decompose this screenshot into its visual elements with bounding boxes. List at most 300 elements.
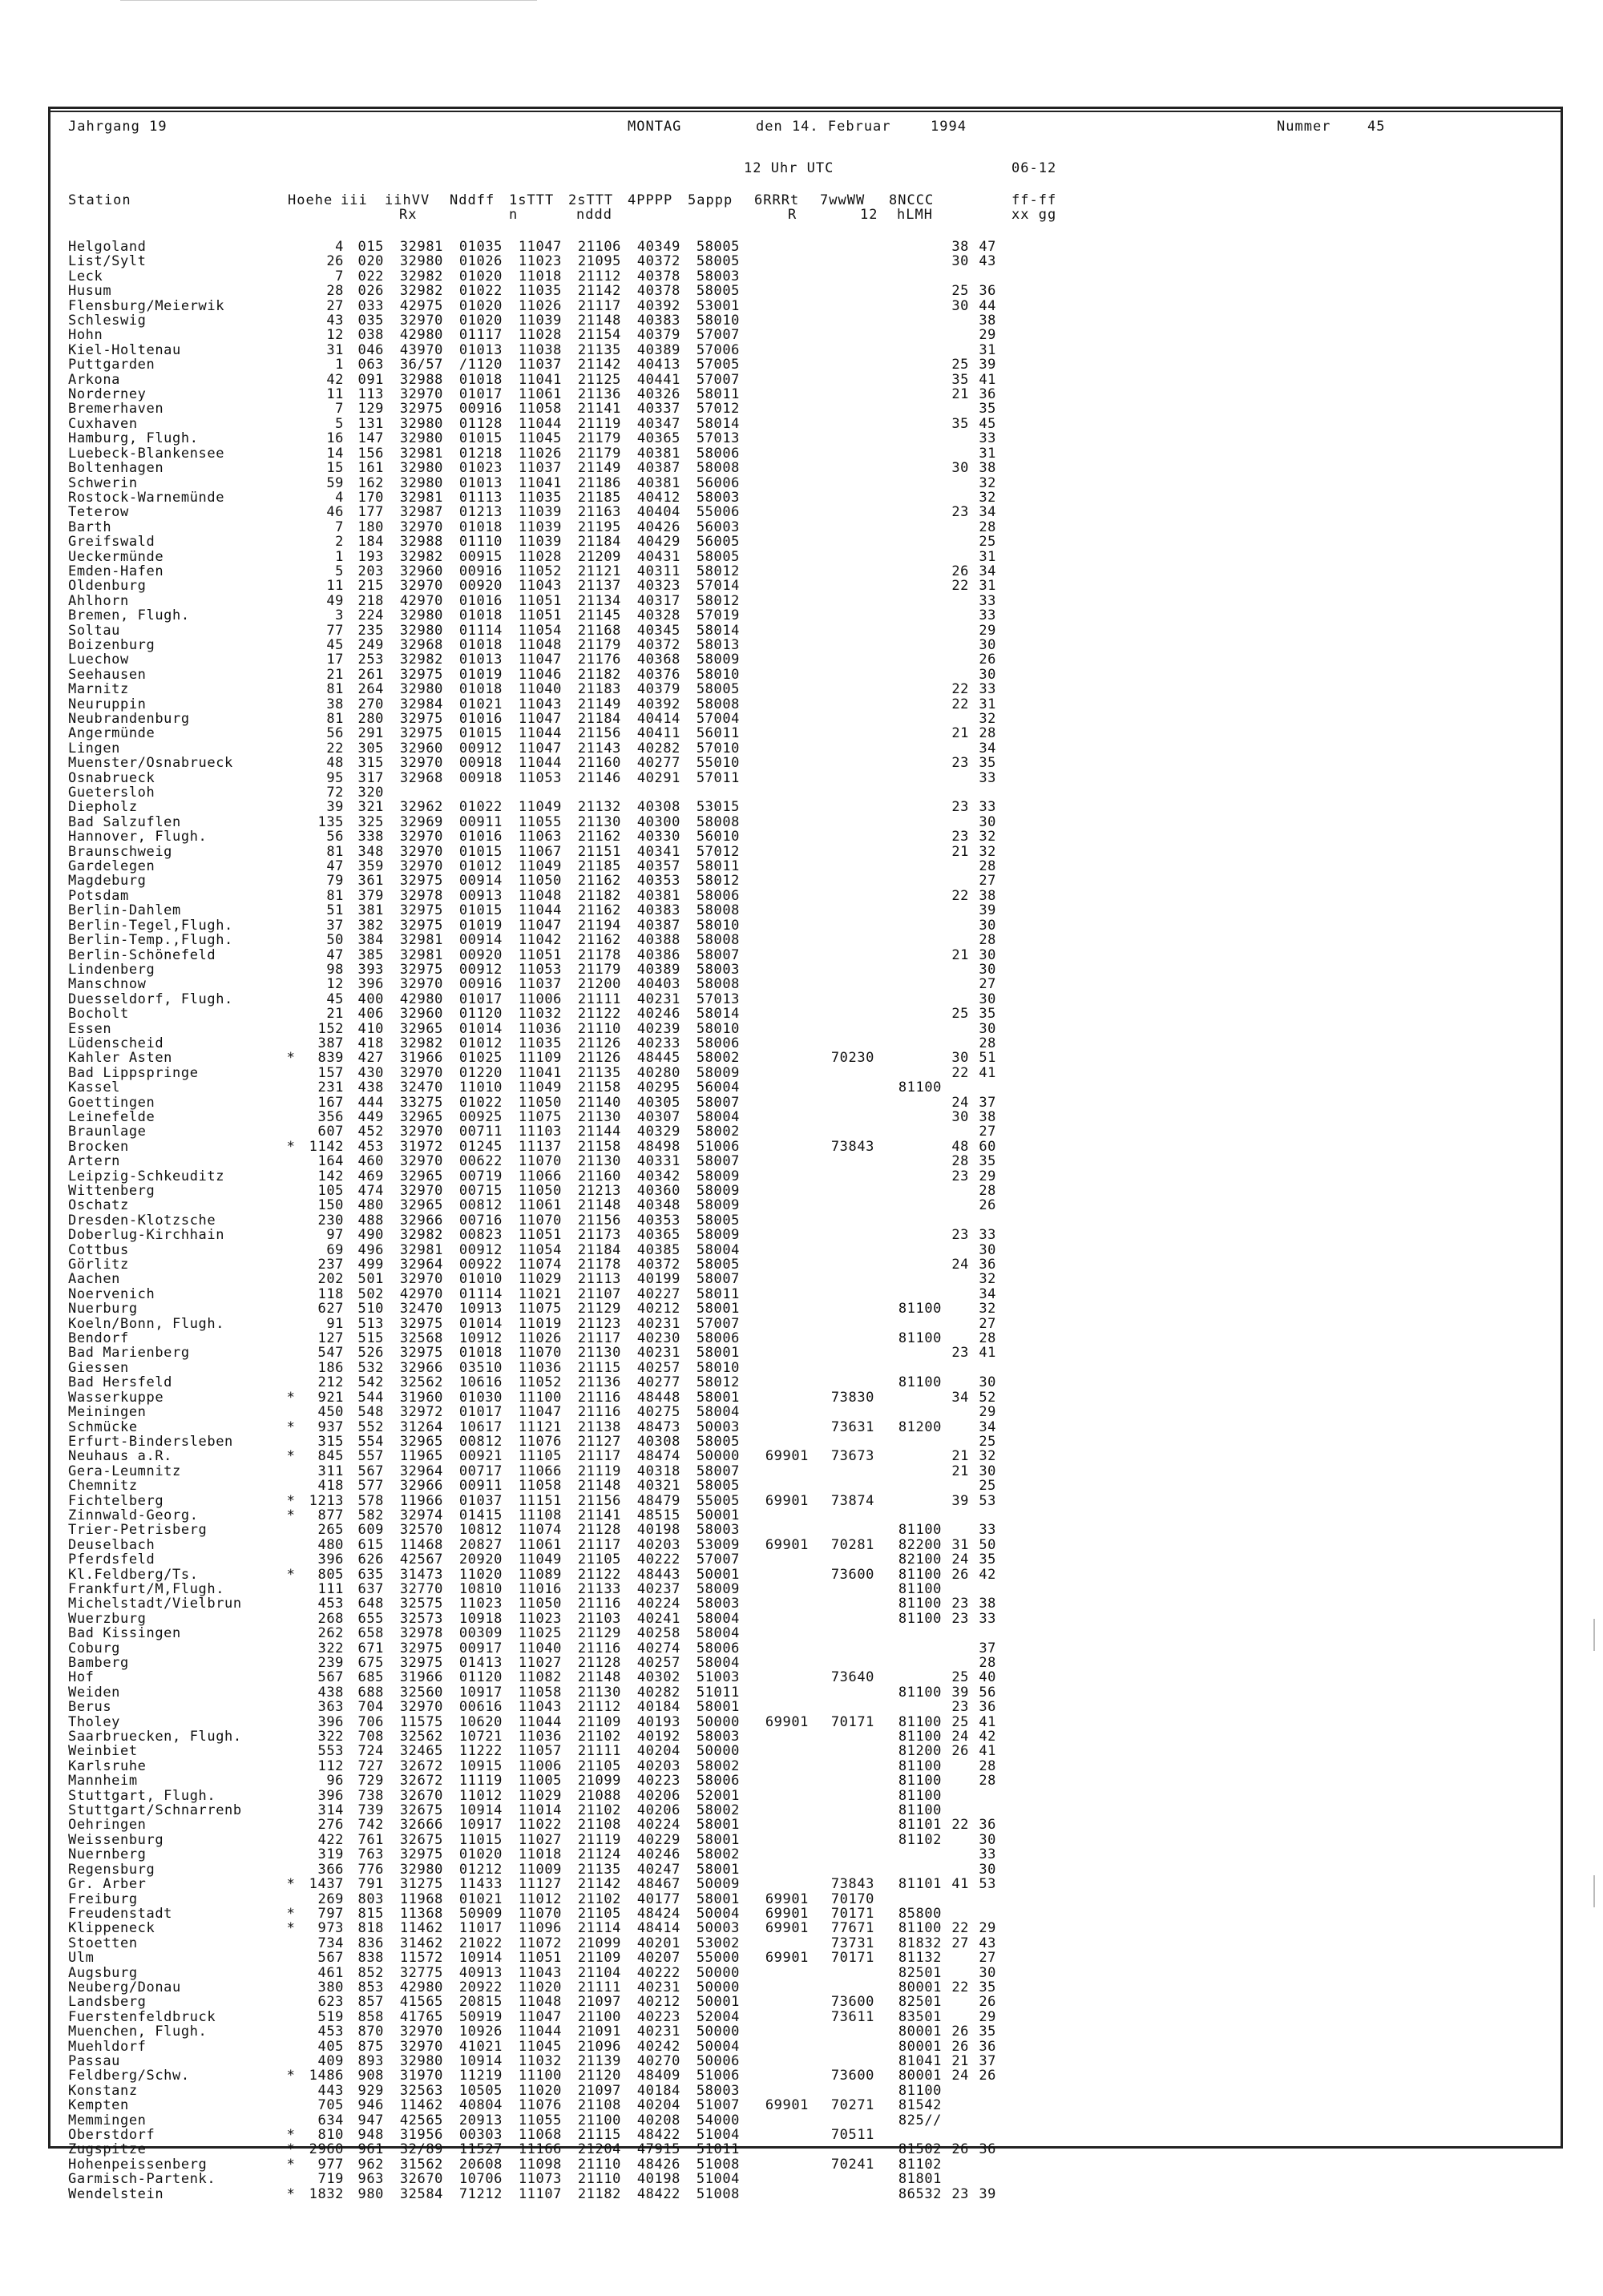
col-6rrrt: 6RRRt (754, 192, 800, 208)
wind-xx: 26 (951, 1743, 969, 1760)
group-iihvv: 32965 (399, 1168, 443, 1184)
group-4pppp: 40404 (636, 504, 680, 521)
group-5appp: 56010 (696, 829, 740, 845)
group-8nccc: 81100 (898, 1301, 942, 1317)
elevation: 1 (335, 548, 344, 565)
group-8nccc (874, 520, 942, 535)
group-4pppp: 40337 (636, 401, 680, 418)
station-id: 063 (357, 357, 384, 373)
group-5appp: 58002 (696, 1050, 740, 1067)
wind-gg: 38 (979, 1108, 996, 1125)
group-7wwww (809, 1464, 874, 1479)
group-6rrrt (740, 535, 809, 549)
station-id: 853 (357, 1979, 384, 1995)
elevation: 118 (317, 1285, 344, 1302)
station-name: Erfurt-Bindersleben (68, 1433, 233, 1450)
group-5appp: 54000 (696, 2112, 740, 2129)
station-name: Bad Hersfeld (68, 1374, 173, 1391)
wind-gg: 53 (979, 1876, 996, 1893)
elevation: 12 (326, 327, 344, 344)
group-nddff: 20608 (458, 2156, 503, 2173)
mountain-marker (283, 313, 299, 328)
mountain-marker: * (286, 2156, 296, 2173)
group-6rrrt (740, 1301, 809, 1316)
group-7wwww (809, 608, 874, 623)
wind-xx: 39 (951, 1492, 969, 1509)
group-nddff: 00916 (458, 401, 503, 418)
group-6rrrt (740, 476, 809, 490)
group-5appp: 51004 (696, 2171, 740, 2188)
mountain-marker (283, 874, 299, 888)
group-2sttt: 21186 (577, 474, 621, 491)
group-5appp: 51006 (696, 1138, 740, 1155)
group-iihvv: 31970 (399, 2068, 443, 2084)
elevation: 91 (326, 1315, 344, 1332)
group-1sttt: 11037 (518, 357, 562, 373)
wind-gg: 30 (979, 1020, 996, 1037)
wind-gg (969, 1508, 996, 1523)
station-name: Goettingen (68, 1094, 155, 1111)
group-2sttt: 21102 (577, 1890, 621, 1907)
table-row (68, 1331, 996, 1346)
wind-xx: 22 (951, 1817, 969, 1834)
group-6rrrt (740, 240, 809, 254)
station-id: 947 (357, 2112, 384, 2129)
group-8nccc: 825// (898, 2112, 942, 2129)
group-4pppp: 40270 (636, 2052, 680, 2069)
group-4pppp: 40231 (636, 1345, 680, 1362)
group-2sttt: 21156 (577, 1212, 621, 1229)
table-row (68, 1729, 996, 1744)
group-6rrrt (740, 2010, 809, 2024)
wind-gg: 34 (979, 504, 996, 521)
group-nddff: 01014 (458, 1020, 503, 1037)
group-nddff: 00823 (458, 1227, 503, 1244)
mountain-marker (283, 1110, 299, 1124)
group-iihvv: 42565 (399, 2112, 443, 2129)
group-1sttt: 11048 (518, 887, 562, 904)
group-7wwww (809, 1612, 874, 1626)
group-8nccc (874, 357, 942, 372)
station-name: Cuxhaven (68, 415, 138, 432)
station-id: 961 (357, 2141, 384, 2158)
group-2sttt: 21145 (577, 607, 621, 624)
group-4pppp: 40193 (636, 1713, 680, 1730)
group-nddff: 01013 (458, 341, 503, 358)
group-2sttt: 21135 (577, 341, 621, 358)
wind-xx: 21 (951, 386, 969, 403)
group-6rrrt (740, 889, 809, 903)
wind-xx: 26 (951, 1566, 969, 1583)
wind-xx (942, 2010, 969, 2024)
group-4pppp: 40247 (636, 1861, 680, 1878)
elevation: 380 (317, 1979, 344, 1995)
table-row (68, 520, 996, 535)
group-nddff: 01021 (458, 1890, 503, 1907)
group-6rrrt (740, 1966, 809, 1980)
table-row (68, 1789, 996, 1803)
group-nddff: 01114 (458, 622, 503, 639)
station-name: Stuttgart/Schnarrenb (68, 1802, 242, 1819)
station-id: 038 (357, 327, 384, 344)
group-7wwww (809, 1744, 874, 1758)
group-4pppp: 48473 (636, 1418, 680, 1435)
group-8nccc: 81502 (898, 2141, 942, 2158)
group-5appp: 58006 (696, 1773, 740, 1790)
station-name: Artern (68, 1153, 121, 1170)
station-id: 948 (357, 2127, 384, 2143)
group-5appp: 57007 (696, 1552, 740, 1568)
group-2sttt: 21173 (577, 1227, 621, 1244)
group-1sttt: 11044 (518, 1713, 562, 1730)
group-7wwww (809, 977, 874, 991)
group-4pppp: 40246 (636, 1006, 680, 1023)
mountain-marker: * (286, 2141, 296, 2158)
group-5appp: 58009 (696, 1183, 740, 1199)
group-nddff: 00921 (458, 1448, 503, 1465)
group-4pppp: 40177 (636, 1890, 680, 1907)
group-2sttt: 21179 (577, 636, 621, 653)
mountain-marker (283, 401, 299, 416)
group-nddff: 01213 (458, 504, 503, 521)
group-5appp: 58005 (696, 283, 740, 300)
group-1sttt: 11137 (518, 1138, 562, 1155)
group-nddff: 01016 (458, 829, 503, 845)
group-4pppp: 40222 (636, 1552, 680, 1568)
wind-xx: 25 (951, 283, 969, 300)
group-7wwww (809, 623, 874, 638)
wind-gg: 26 (979, 1994, 996, 2011)
wind-xx (942, 431, 969, 446)
top-rule (50, 111, 1561, 112)
group-7wwww (809, 1641, 874, 1656)
group-1sttt: 11018 (518, 268, 562, 284)
group-iihvv: 32770 (399, 1580, 443, 1597)
wind-gg: 32 (979, 829, 996, 845)
group-5appp: 56004 (696, 1079, 740, 1096)
group-iihvv: 31972 (399, 1138, 443, 1155)
elevation: 2 (335, 534, 344, 551)
mountain-marker (283, 918, 299, 933)
group-6rrrt (740, 1847, 809, 1862)
elevation: 1142 (309, 1138, 344, 1155)
group-nddff: 01014 (458, 1315, 503, 1332)
mountain-marker (283, 1096, 299, 1110)
group-2sttt: 21108 (577, 1817, 621, 1834)
group-2sttt: 21113 (577, 1271, 621, 1288)
group-6rrrt (740, 1744, 809, 1758)
group-5appp: 58001 (696, 1345, 740, 1362)
table-row (68, 1169, 996, 1184)
wind-xx (942, 1301, 969, 1316)
station-id: 658 (357, 1625, 384, 1642)
wind-gg (969, 2128, 996, 2142)
group-nddff: 11119 (458, 1773, 503, 1790)
group-nddff: 10721 (458, 1729, 503, 1745)
group-nddff: 21022 (458, 1935, 503, 1951)
group-nddff: 11023 (458, 1596, 503, 1612)
group-7wwww (809, 564, 874, 579)
group-5appp: 52001 (696, 1787, 740, 1804)
mountain-marker (283, 1759, 299, 1773)
group-5appp: 58009 (696, 652, 740, 668)
elevation: 157 (317, 1064, 344, 1081)
group-4pppp: 40295 (636, 1079, 680, 1096)
wind-xx: 31 (951, 1536, 969, 1553)
group-2sttt: 21112 (577, 1699, 621, 1716)
group-5appp: 58001 (696, 1699, 740, 1716)
group-4pppp: 40387 (636, 917, 680, 934)
elevation: 322 (317, 1729, 344, 1745)
table-row (68, 948, 996, 962)
station-id: 946 (357, 2097, 384, 2114)
group-1sttt: 11050 (518, 1094, 562, 1111)
group-nddff: 00914 (458, 873, 503, 890)
group-5appp: 58003 (696, 268, 740, 284)
group-7wwww: 70230 (830, 1050, 874, 1067)
group-nddff: 00912 (458, 740, 503, 757)
wind-xx (942, 918, 969, 933)
group-iihvv: 32970 (399, 976, 443, 993)
group-1sttt: 11044 (518, 415, 562, 432)
group-5appp: 51006 (696, 2068, 740, 2084)
mountain-marker (283, 2172, 299, 2186)
table-row (68, 1596, 996, 1611)
group-6rrrt (740, 1596, 809, 1611)
station-name: Rostock-Warnemünde (68, 489, 225, 506)
group-4pppp: 40204 (636, 2097, 680, 2114)
group-7wwww (809, 2054, 874, 2068)
group-8nccc (874, 476, 942, 490)
elevation: 231 (317, 1079, 344, 1096)
mountain-marker (283, 1715, 299, 1729)
group-2sttt: 21104 (577, 1964, 621, 1981)
group-2sttt: 21122 (577, 1566, 621, 1583)
group-7wwww (809, 1405, 874, 1419)
station-id: 264 (357, 681, 384, 698)
group-6rrrt (740, 771, 809, 785)
group-7wwww (809, 1700, 874, 1714)
mountain-marker (283, 992, 299, 1007)
group-7wwww (809, 2084, 874, 2098)
group-1sttt: 11049 (518, 799, 562, 816)
mountain-marker (283, 328, 299, 342)
wind-xx (942, 668, 969, 682)
group-4pppp: 40208 (636, 2112, 680, 2129)
wind-gg: 26 (979, 2068, 996, 2084)
group-7wwww (809, 829, 874, 844)
group-8nccc (874, 254, 942, 268)
elevation: 135 (317, 813, 344, 830)
group-nddff: 01037 (458, 1492, 503, 1509)
group-1sttt: 11043 (518, 578, 562, 595)
group-5appp: 55000 (696, 1950, 740, 1967)
group-6rrrt (740, 741, 809, 756)
station-id: 655 (357, 1610, 384, 1627)
table-row (68, 918, 996, 933)
station-id: 320 (357, 785, 384, 801)
table-row (68, 1966, 996, 1980)
wind-gg (969, 2113, 996, 2128)
group-7wwww (809, 948, 874, 962)
station-name: Berlin-Tegel,Flugh. (68, 917, 233, 934)
wind-gg: 60 (979, 1138, 996, 1155)
group-1sttt: 11005 (518, 1773, 562, 1790)
group-6rrrt: 69901 (765, 1713, 809, 1730)
group-5appp: 57012 (696, 843, 740, 860)
group-5appp: 52004 (696, 2008, 740, 2025)
wind-xx: 21 (951, 1463, 969, 1479)
group-8nccc: 85800 (898, 1905, 942, 1922)
station-name: Emden-Hafen (68, 563, 164, 579)
group-2sttt: 21184 (577, 711, 621, 727)
group-7wwww: 70171 (830, 1713, 874, 1730)
mountain-marker (283, 387, 299, 401)
group-7wwww (809, 1124, 874, 1139)
table-row (68, 712, 996, 726)
station-name: Görlitz (68, 1257, 129, 1273)
group-6rrrt (740, 417, 809, 431)
group-7wwww (809, 2024, 874, 2039)
group-8nccc: 80001 (898, 1979, 942, 1995)
group-6rrrt (740, 1508, 809, 1523)
group-7wwww (809, 992, 874, 1007)
wind-gg: 31 (979, 696, 996, 712)
wind-gg: 25 (979, 1433, 996, 1450)
wind-gg: 41 (979, 1713, 996, 1730)
elevation: 1486 (309, 2068, 344, 2084)
wind-xx (942, 652, 969, 667)
group-1sttt: 11051 (518, 1227, 562, 1244)
group-iihvv: 32970 (399, 519, 443, 535)
group-4pppp: 40291 (636, 769, 680, 786)
group-1sttt: 11022 (518, 1817, 562, 1834)
group-8nccc (874, 431, 942, 446)
mountain-marker: * (286, 1418, 296, 1435)
wind-xx: 24 (951, 1257, 969, 1273)
group-iihvv: 31562 (399, 2156, 443, 2173)
group-5appp: 58005 (696, 239, 740, 255)
group-iihvv: 32970 (399, 1124, 443, 1140)
group-6rrrt (740, 520, 809, 535)
group-7wwww (809, 476, 874, 490)
group-5appp (680, 785, 740, 800)
group-7wwww (809, 240, 874, 254)
table-row (68, 1818, 996, 1832)
group-nddff: 01017 (458, 386, 503, 403)
station-id: 526 (357, 1345, 384, 1362)
group-2sttt: 21142 (577, 357, 621, 373)
group-4pppp: 40372 (636, 1257, 680, 1273)
group-iihvv: 32974 (399, 1507, 443, 1523)
station-name: Weiden (68, 1684, 121, 1701)
scan-artifact-line (120, 0, 537, 1)
wind-gg: 28 (979, 1773, 996, 1790)
elevation: 315 (317, 1433, 344, 1450)
group-2sttt: 21148 (577, 1669, 621, 1686)
group-8nccc (874, 903, 942, 918)
station-name: Boltenhagen (68, 460, 164, 477)
station-name: Wendelstein (68, 2185, 164, 2202)
station-id: 046 (357, 341, 384, 358)
group-7wwww (809, 638, 874, 652)
station-id: 706 (357, 1713, 384, 1730)
group-2sttt: 21178 (577, 1257, 621, 1273)
group-5appp: 58005 (696, 253, 740, 270)
wind-gg: 31 (979, 445, 996, 462)
elevation: 105 (317, 1183, 344, 1199)
mountain-marker (283, 1966, 299, 1980)
table-row (68, 535, 996, 549)
group-iihvv: 32980 (399, 2052, 443, 2069)
group-8nccc (874, 933, 942, 947)
elevation: 567 (317, 1950, 344, 1967)
group-1sttt: 11100 (518, 2068, 562, 2084)
group-6rrrt (740, 608, 809, 623)
mountain-marker: * (286, 1876, 296, 1893)
group-1sttt: 11044 (518, 725, 562, 742)
group-nddff: 00309 (458, 1625, 503, 1642)
group-2sttt: 21129 (577, 1625, 621, 1642)
station-id: 400 (357, 991, 384, 1007)
group-1sttt: 11103 (518, 1124, 562, 1140)
group-iihvv: 32981 (399, 1241, 443, 1258)
group-7wwww (809, 1773, 874, 1788)
group-4pppp: 40387 (636, 460, 680, 477)
station-id: 635 (357, 1566, 384, 1583)
group-5appp: 57007 (696, 1315, 740, 1332)
group-2sttt: 21138 (577, 1418, 621, 1435)
group-6rrrt (740, 1154, 809, 1168)
table-row (68, 505, 996, 519)
elevation: 1213 (309, 1492, 344, 1509)
group-2sttt: 21134 (577, 592, 621, 609)
group-nddff: 01120 (458, 1669, 503, 1686)
mountain-marker (283, 1552, 299, 1567)
group-7wwww (809, 520, 874, 535)
group-iihvv: 42975 (399, 297, 443, 314)
group-4pppp: 40207 (636, 1950, 680, 1967)
group-8nccc (874, 1096, 942, 1110)
group-1sttt: 11009 (518, 1861, 562, 1878)
elevation: 45 (326, 636, 344, 653)
table-row (68, 2157, 996, 2172)
station-id: 980 (357, 2185, 384, 2202)
group-5appp: 58005 (696, 681, 740, 698)
elevation: 150 (317, 1197, 344, 1214)
group-nddff: 00717 (458, 1463, 503, 1479)
group-5appp: 58008 (696, 932, 740, 949)
wind-gg: 30 (979, 946, 996, 963)
table-row (68, 933, 996, 947)
wind-xx (942, 1892, 969, 1907)
wind-xx: 22 (951, 696, 969, 712)
mountain-marker (283, 1847, 299, 1862)
group-8nccc: 80001 (898, 2024, 942, 2040)
group-7wwww (809, 1803, 874, 1818)
mountain-marker (283, 1582, 299, 1596)
elevation: 422 (317, 1831, 344, 1848)
group-8nccc (874, 652, 942, 667)
table-row (68, 741, 996, 756)
group-8nccc (874, 1022, 942, 1036)
wind-gg: 33 (979, 769, 996, 786)
group-8nccc: 81100 (898, 1773, 942, 1790)
table-row (68, 1434, 996, 1449)
group-nddff: 40913 (458, 1964, 503, 1981)
station-id: 857 (357, 1994, 384, 2011)
group-4pppp: 40308 (636, 1433, 680, 1450)
